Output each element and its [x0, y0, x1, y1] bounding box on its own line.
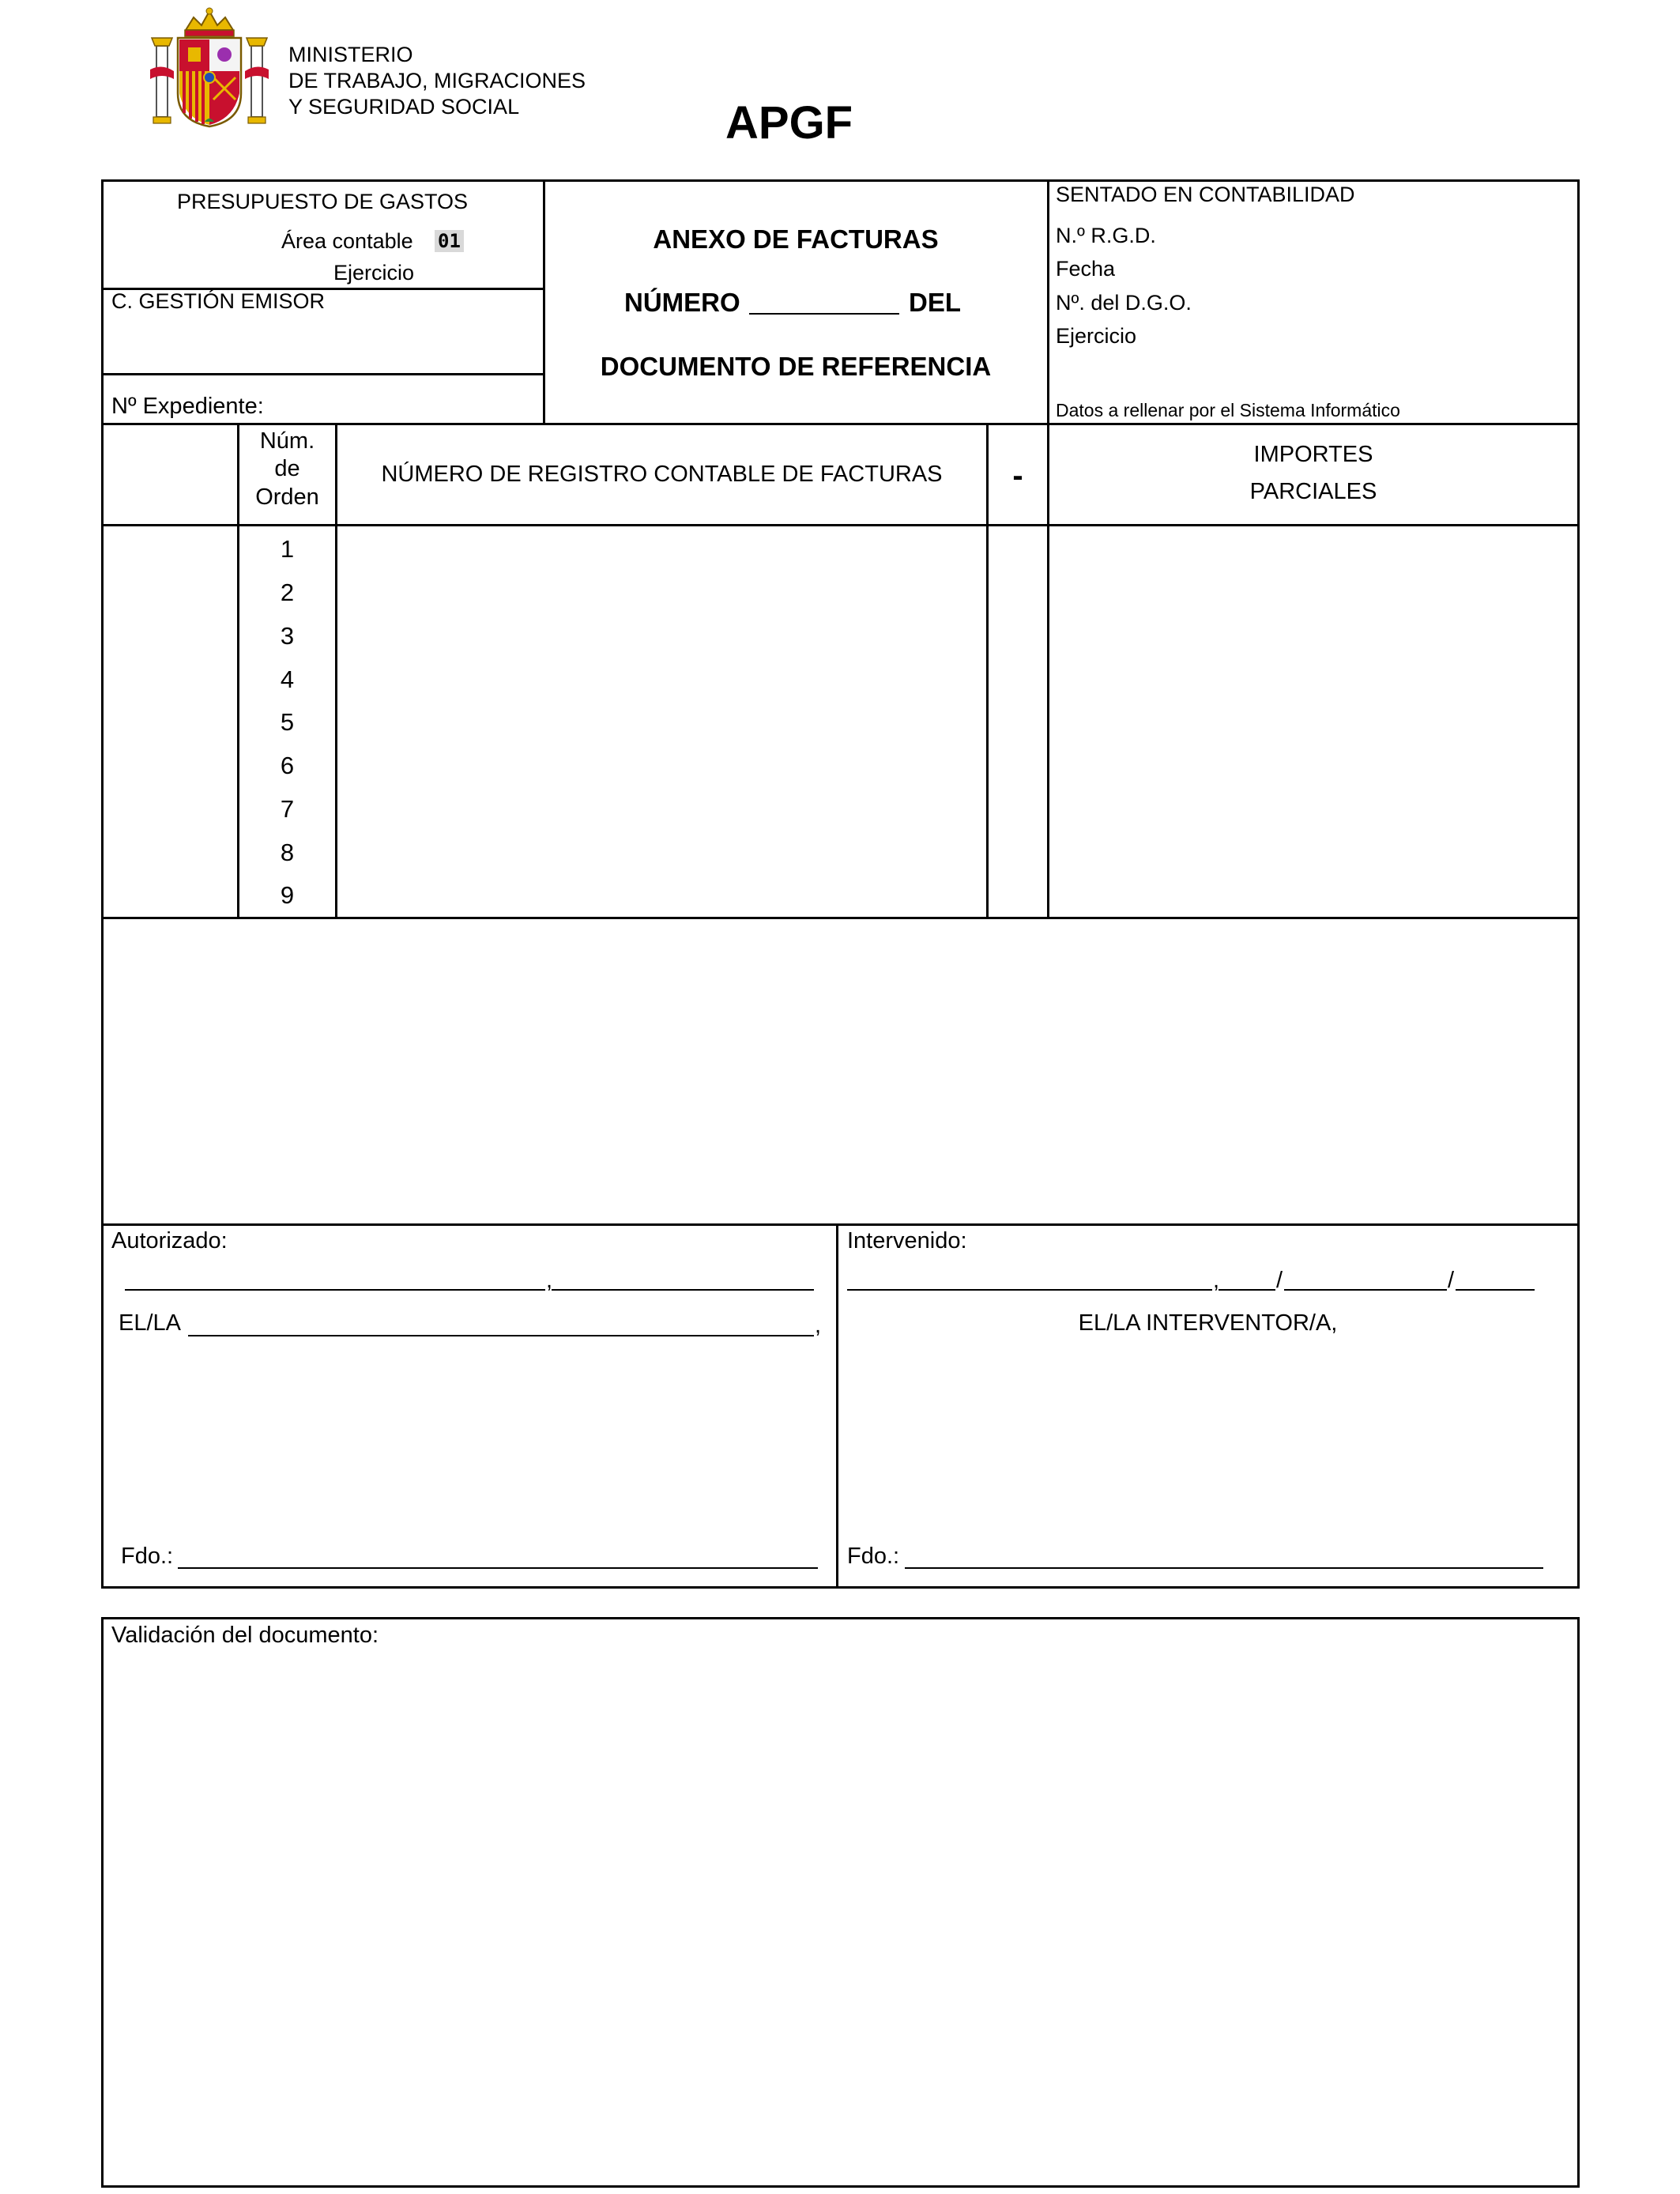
register-header: NÚMERO DE REGISTRO CONTABLE DE FACTURAS	[381, 462, 943, 487]
table-row: 1	[280, 535, 295, 563]
order-header-line-2: de	[274, 456, 300, 481]
issuer-label: C. GESTIÓN EMISOR	[111, 289, 326, 313]
divider-top-left	[543, 179, 545, 424]
divider-left-low	[101, 373, 544, 375]
dgo-label: Nº. del D.G.O.	[1056, 291, 1192, 315]
authorized-comma: ,	[546, 1268, 553, 1293]
accounting-title: SENTADO EN CONTABILIDAD	[1056, 183, 1355, 206]
divider-header-bottom	[101, 423, 1580, 425]
el-la-prefix: EL/LA	[119, 1310, 181, 1336]
divider-columns-header	[101, 524, 1580, 526]
table-row: 4	[280, 665, 295, 693]
exercise-right-label: Ejercicio	[1056, 324, 1137, 348]
fdo-right-label: Fdo.:	[847, 1544, 900, 1569]
file-number-label: Nº Expediente:	[111, 394, 264, 419]
ministry-line-1: MINISTERIO	[288, 43, 413, 66]
form-code: APGF	[725, 97, 853, 149]
authorized-place-line	[125, 1289, 545, 1291]
intervened-comma: ,	[1213, 1268, 1220, 1293]
signature-divider	[836, 1223, 838, 1589]
intervened-slash-1: /	[1276, 1268, 1283, 1293]
intervened-label: Intervenido:	[847, 1228, 967, 1253]
authorized-label: Autorizado:	[111, 1228, 228, 1253]
interventor-label: EL/LA INTERVENTOR/A,	[1078, 1310, 1338, 1336]
number-del-label: DEL	[909, 288, 961, 317]
annex-title: ANEXO DE FACTURAS	[653, 224, 939, 254]
area-value-badge: 01	[435, 230, 464, 252]
intervened-slash-2: /	[1448, 1268, 1455, 1293]
validation-box	[101, 1617, 1580, 2188]
intervened-day-line	[1219, 1289, 1275, 1291]
table-row: 7	[280, 795, 295, 823]
intervened-place-line	[847, 1289, 1212, 1291]
system-note: Datos a rellenar por el Sistema Informático	[1056, 400, 1400, 420]
table-row: 8	[280, 839, 295, 866]
table-row: 5	[280, 708, 295, 736]
el-la-line	[188, 1335, 814, 1336]
amounts-header-line-2: PARCIALES	[1249, 479, 1377, 504]
fdo-left-line	[178, 1567, 818, 1569]
order-header-line-3: Orden	[255, 484, 319, 510]
number-label: NÚMERO	[624, 288, 740, 317]
intervened-month-line	[1284, 1289, 1447, 1291]
amounts-header-line-1: IMPORTES	[1253, 442, 1373, 467]
coat-of-arms-icon	[150, 6, 269, 129]
ministry-line-2: DE TRABAJO, MIGRACIONES	[288, 69, 586, 92]
exercise-label: Ejercicio	[333, 261, 415, 285]
fdo-left-label: Fdo.:	[121, 1544, 174, 1569]
budget-label: PRESUPUESTO DE GASTOS	[176, 190, 469, 213]
divider-signatures-top	[101, 1223, 1580, 1226]
col-divider-2	[335, 423, 337, 918]
intervened-year-line	[1456, 1289, 1535, 1291]
order-header-line-1: Núm.	[259, 428, 315, 454]
reference-doc-label: DOCUMENTO DE REFERENCIA	[600, 352, 992, 381]
divider-table-bottom	[101, 917, 1580, 919]
ministry-line-3: Y SEGURIDAD SOCIAL	[288, 95, 520, 119]
rgd-label: N.º R.G.D.	[1056, 224, 1156, 247]
dash-header: -	[1012, 458, 1023, 493]
table-row: 3	[280, 622, 295, 650]
number-blank-line	[749, 313, 899, 315]
validation-label: Validación del documento:	[111, 1623, 379, 1648]
date-label: Fecha	[1056, 257, 1116, 281]
table-row: 9	[280, 881, 295, 909]
authorized-date-line	[552, 1289, 814, 1291]
fdo-right-line	[905, 1567, 1543, 1569]
table-row: 2	[280, 579, 295, 606]
col-divider-3	[986, 423, 989, 918]
divider-top-right	[1047, 179, 1049, 424]
table-row: 6	[280, 752, 295, 779]
el-la-suffix: ,	[815, 1313, 822, 1338]
area-label: Área contable	[281, 229, 413, 253]
